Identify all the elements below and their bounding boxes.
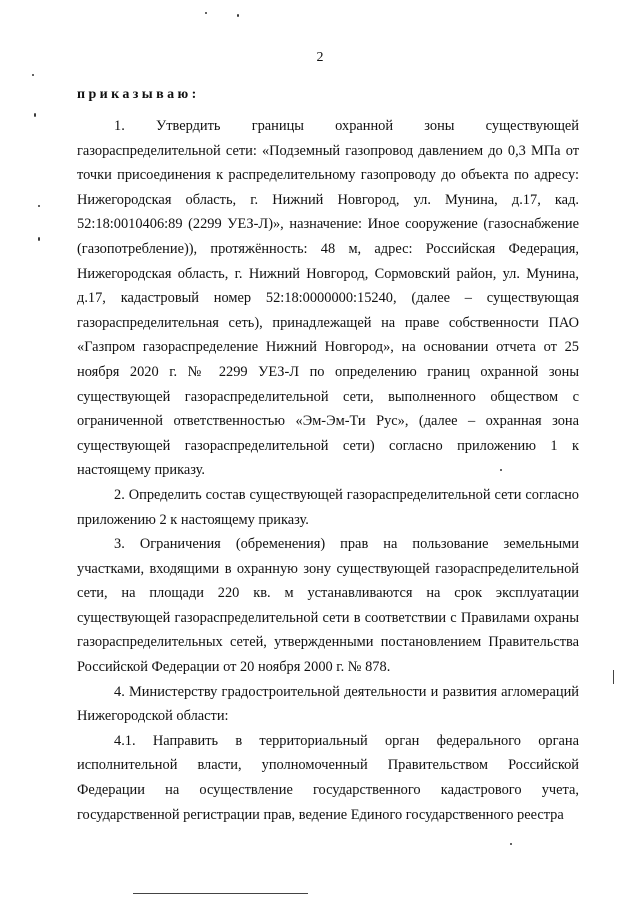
scan-speck bbox=[32, 74, 34, 76]
order-heading: приказываю: bbox=[77, 87, 200, 102]
scan-line bbox=[133, 893, 308, 894]
paragraph-2: 2. Определить состав существующей газораспределительной сети согласно приложению 2 к настоящему приказу. bbox=[77, 486, 579, 528]
paragraph-1: 1. Утвердить границы охранной зоны существующей газораспределительной сети: «Подземный газопровод давлением до 0,3 МПа от точки присоединения к распределительному газопроводу до объекта по адресу: Нижегородская область, г. Нижний Новгород, ул. Мунина, д.17, кад. 52:18:0010406:89 (2299 УЕЗ-Л)», назначение: Иное сооружение (газоснабжение (газопотребление)), протяжённость: 48 м, адрес: Российская Федерация, Нижегородская область, г. Нижний Новгород, Сормовский район, ул. Мунина, д.17, кадастровый номер 52:18:0000000:15240, (далее – существующая газораспределительная сеть), принадлежащей на праве собственности ПАО «Газпром газораспределение Нижний Новгород», на основании отчета от 25 ноября 2020 г. № 2299 УЕЗ-Л по определению границ охранной зоны существующей газораспределительной сети, выполненного обществом с ограниченной ответственностью «Эм-Эм-Ти Рус», (далее – охранная зона существующей газораспределительной сети) согласно приложению 1 к настоящему приказу. bbox=[77, 118, 579, 479]
scan-speck bbox=[500, 469, 502, 471]
scan-speck bbox=[237, 14, 239, 17]
page-number: 2 bbox=[316, 50, 324, 65]
scan-speck bbox=[38, 205, 40, 207]
scan-speck bbox=[38, 237, 40, 241]
scan-mark bbox=[613, 670, 614, 684]
paragraph-3: 3. Ограничения (обременения) прав на пользование земельными участками, входящими в охранную зону существующей газораспределительной сети, на площади 220 кв. м устанавливаются на срок эксплуатации существующей газораспределительной сети в соответствии с Правилами охраны газораспределительных сетей, утвержденными постановлением Правительства Российской Федерации от 20 ноября 2000 г. № 878. bbox=[77, 536, 579, 676]
paragraph-4: 4. Министерству градостроительной деятельности и развития агломераций Нижегородской области: bbox=[77, 683, 579, 725]
document-body bbox=[77, 114, 579, 827]
scan-speck bbox=[510, 843, 512, 845]
scan-speck bbox=[34, 113, 36, 117]
scan-speck bbox=[205, 12, 207, 14]
paragraph-4-1: 4.1. Направить в территориальный орган федерального органа исполнительной власти, уполномоченный Правительством Российской Федерации на осуществление государственного кадастрового учета, государственной регистрации прав, ведение Единого государственного реестра bbox=[77, 732, 579, 823]
